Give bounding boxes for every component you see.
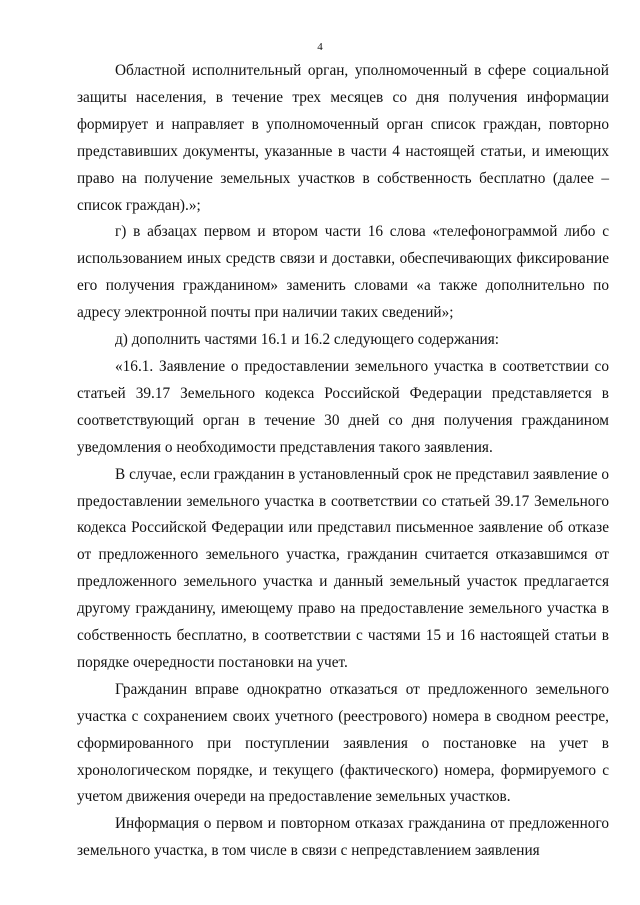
- paragraph: В случае, если гражданин в установленный срок не представил заявление о предоставлении земельного участка в соответствии со статьей 39.17 Земельного кодекса Российской Федерации или представил письменное заявление об отказе от предложенного земельного участка, гражданин считается отказавшимся от предложенного земельного участка и данный земельный участок предлагается другому гражданину, имеющему право на предоставление земельного участка в собственность бесплатно, в соответствии с частями 15 и 16 настоящей статьи в порядке очередности постановки на учет.: [77, 465, 609, 671]
- page-number: 4: [317, 41, 323, 53]
- paragraph: г) в абзацах первом и втором части 16 слова «телефонограммой либо с использованием иных средств связи и доставки, обеспечивающих фиксирование его получения гражданином» заменить словами «а также дополнительно по адресу электронной почты при наличии таких сведений»;: [77, 223, 609, 322]
- paragraph: Областной исполнительный орган, уполномоченный в сфере социальной защиты населения, в течение трех месяцев со дня получения информации формирует и направляет в уполномоченный орган список граждан, повторно представивших документы, указанные в части 4 настоящей статьи, и имеющих право на получение земельных участков в собственность бесплатно (далее – список граждан).»;: [77, 62, 609, 214]
- paragraph: Гражданин вправе однократно отказаться от предложенного земельного участка с сохранением своих учетного (реестрового) номера в сводном реестре, сформированного при поступлении заявления о постановке на учет в хронологическом порядке, и текущего (фактического) номера, формируемого с учетом движения очереди на предоставление земельных участков.: [77, 680, 609, 806]
- paragraph: д) дополнить частями 16.1 и 16.2 следующего содержания:: [115, 331, 499, 349]
- document-body: [77, 58, 609, 865]
- paragraph: «16.1. Заявление о предоставлении земельного участка в соответствии со статьей 39.17 Земельного кодекса Российской Федерации представляется в соответствующий орган в течение 30 дней со дня получения гражданином уведомления о необходимости представления такого заявления.: [77, 357, 609, 456]
- paragraph: Информация о первом и повторном отказах гражданина от предложенного земельного участка, в том числе в связи с непредставлением заявления: [77, 815, 609, 860]
